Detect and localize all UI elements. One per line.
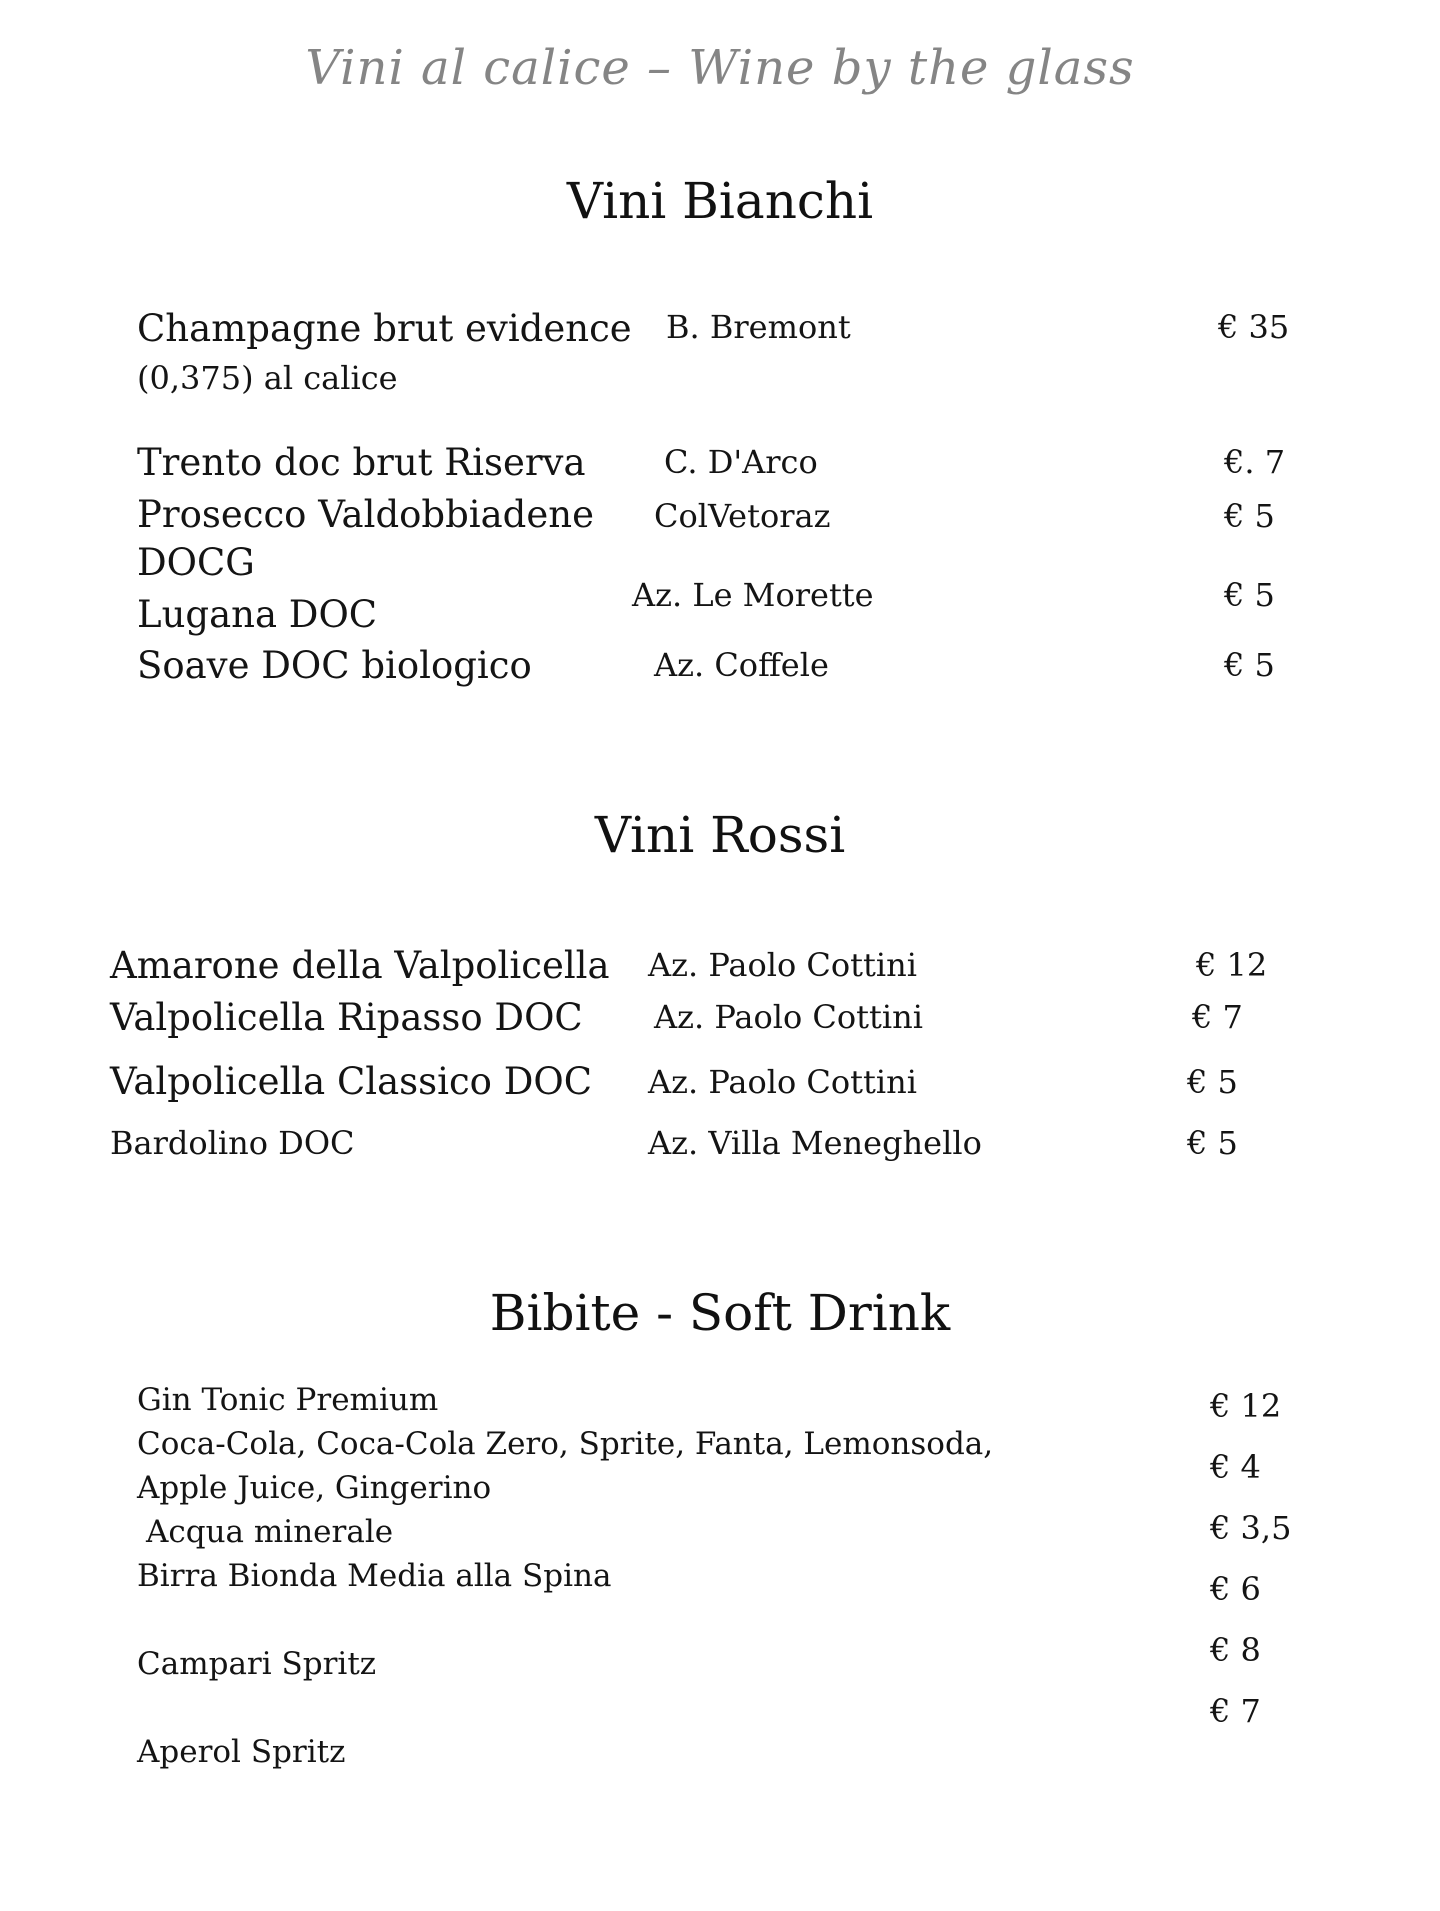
wine-price: € 5 (1224, 646, 1275, 684)
wine-name: Valpolicella Classico DOC (110, 1060, 593, 1103)
wine-price: € 5 (1187, 1063, 1238, 1101)
wine-name: Trento doc brut Riserva (137, 441, 586, 484)
drink-price: € 6 (1210, 1570, 1261, 1608)
wine-producer: ColVetoraz (654, 497, 831, 535)
wine-producer: C. D'Arco (664, 443, 818, 481)
wine-producer: Az. Paolo Cottini (648, 946, 917, 984)
wine-producer: B. Bremont (666, 308, 851, 346)
drink-name: Birra Bionda Media alla Spina (137, 1558, 612, 1594)
wine-price: € 5 (1224, 576, 1275, 614)
wine-price: € 7 (1192, 998, 1243, 1036)
drink-price: € 12 (1210, 1387, 1282, 1425)
wine-name: Prosecco Valdobbiadene (137, 493, 594, 536)
wine-producer: Az. Villa Meneghello (648, 1124, 982, 1162)
wine-name: Champagne brut evidence (137, 307, 632, 350)
wine-name: Amarone della Valpolicella (110, 944, 610, 987)
drink-name: Gin Tonic Premium (137, 1382, 439, 1418)
wine-price: € 5 (1187, 1124, 1238, 1162)
wine-name: Valpolicella Ripasso DOC (110, 996, 583, 1039)
wine-price: €. 7 (1224, 443, 1286, 481)
drink-price: € 4 (1210, 1448, 1261, 1486)
wine-detail: (0,375) al calice (137, 359, 398, 397)
wine-price: € 12 (1196, 946, 1268, 984)
wine-price: € 5 (1224, 497, 1275, 535)
wine-producer: Az. Coffele (654, 646, 829, 684)
wine-name: Lugana DOC (137, 593, 378, 636)
section-heading-rossi: Vini Rossi (594, 806, 846, 864)
drink-name: Coca-Cola, Coca-Cola Zero, Sprite, Fanta, Lemonsoda, (137, 1426, 994, 1462)
wine-producer: Az. Le Morette (632, 576, 874, 614)
page-title: Vini al calice – Wine by the glass (305, 40, 1135, 96)
drink-name: Apple Juice, Gingerino (137, 1470, 492, 1506)
drink-name: Campari Spritz (137, 1646, 377, 1682)
wine-name: Soave DOC biologico (137, 644, 532, 687)
section-heading-bianchi: Vini Bianchi (566, 172, 874, 230)
section-heading-bibite: Bibite - Soft Drink (489, 1284, 951, 1342)
wine-producer: Az. Paolo Cottini (654, 998, 923, 1036)
drink-name: Aperol Spritz (137, 1734, 346, 1770)
drink-name: Acqua minerale (146, 1514, 394, 1550)
wine-producer: Az. Paolo Cottini (648, 1063, 917, 1101)
drink-price: € 8 (1210, 1631, 1261, 1669)
wine-name: Bardolino DOC (110, 1124, 355, 1162)
drink-price: € 7 (1210, 1692, 1261, 1730)
drink-price: € 3,5 (1210, 1509, 1292, 1547)
wine-price: € 35 (1218, 308, 1290, 346)
wine-detail: DOCG (137, 541, 255, 584)
